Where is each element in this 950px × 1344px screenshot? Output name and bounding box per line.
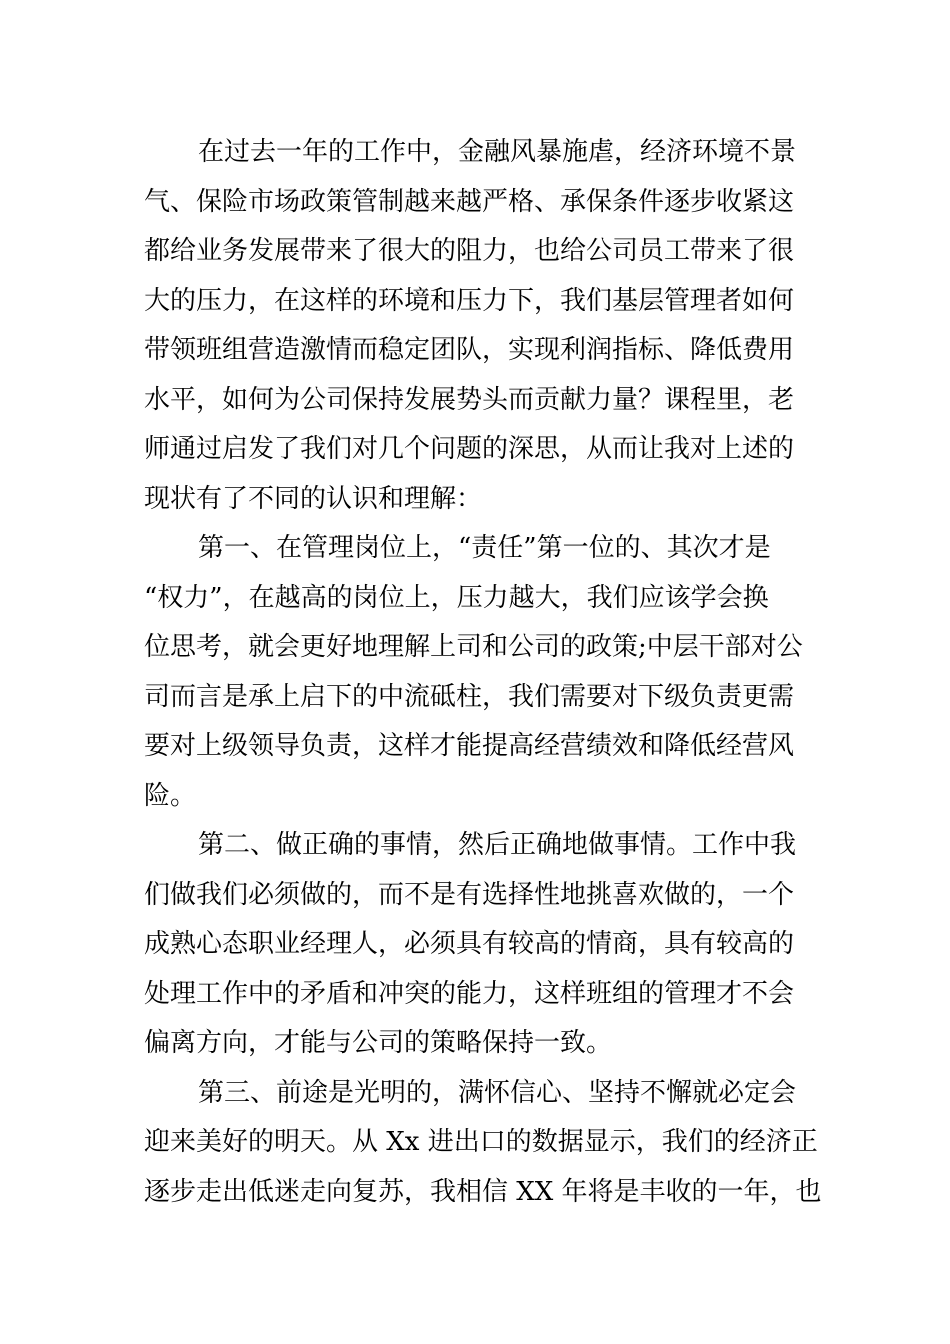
- text-line: 成熟心态职业经理人，必须具有较高的情商，具有较高的: [144, 929, 795, 959]
- document-body: [144, 128, 822, 1217]
- text-line: 都给业务发展带来了很大的阻力，也给公司员工带来了很: [144, 236, 795, 266]
- paragraph-point-1: [144, 524, 808, 821]
- text-line: 师通过启发了我们对几个问题的深思，从而让我对上述的: [144, 434, 795, 464]
- text-line: 司而言是承上启下的中流砥柱，我们需要对下级负责更需: [144, 681, 795, 712]
- text-line: 险。: [144, 780, 197, 811]
- text-line: 迎来美好的明天。从 Xx 进出口的数据显示，我们的经济正: [144, 1127, 818, 1157]
- text-line: 大的压力，在这样的环境和压力下，我们基层管理者如何: [144, 285, 795, 316]
- text-line: 处理工作中的矛盾和冲突的能力，这样班组的管理才不会: [144, 978, 795, 1009]
- text-line: 位思考，就会更好地理解上司和公司的政策;中层干部对公: [144, 632, 803, 662]
- text-line: 水平，如何为公司保持发展势头而贡献力量？课程里，老: [144, 384, 795, 415]
- text-line: 偏离方向，才能与公司的策略保持一致。: [144, 1028, 613, 1058]
- paragraph-point-3: [144, 1069, 822, 1218]
- paragraph-intro: [144, 128, 808, 524]
- text-line: 第二、做正确的事情，然后正确地做事情。工作中我: [198, 830, 797, 860]
- text-line: 气、保险市场政策管制越来越严格、承保条件逐步收紧这: [144, 186, 795, 217]
- text-line: 现状有了不同的认识和理解：: [144, 483, 483, 514]
- text-line: 第三、前途是光明的，满怀信心、坚持不懈就必定会: [198, 1077, 797, 1108]
- text-line: 在过去一年的工作中，金融风暴施虐，经济环境不景: [198, 137, 797, 167]
- text-line: 逐步走出低迷走向复苏，我相信 XX 年将是丰收的一年，也: [144, 1176, 822, 1207]
- text-line: “权力”，在越高的岗位上，压力越大，我们应该学会换: [144, 582, 769, 613]
- text-line: 们做我们必须做的，而不是有选择性地挑喜欢做的，一个: [144, 879, 795, 910]
- text-line: 带领班组营造激情而稳定团队，实现利润指标、降低费用: [144, 335, 795, 365]
- text-line: 第一、在管理岗位上，“责任”第一位的、其次才是: [198, 533, 771, 563]
- paragraph-point-2: [144, 821, 808, 1069]
- text-line: 要对上级领导负责，这样才能提高经营绩效和降低经营风: [144, 731, 795, 761]
